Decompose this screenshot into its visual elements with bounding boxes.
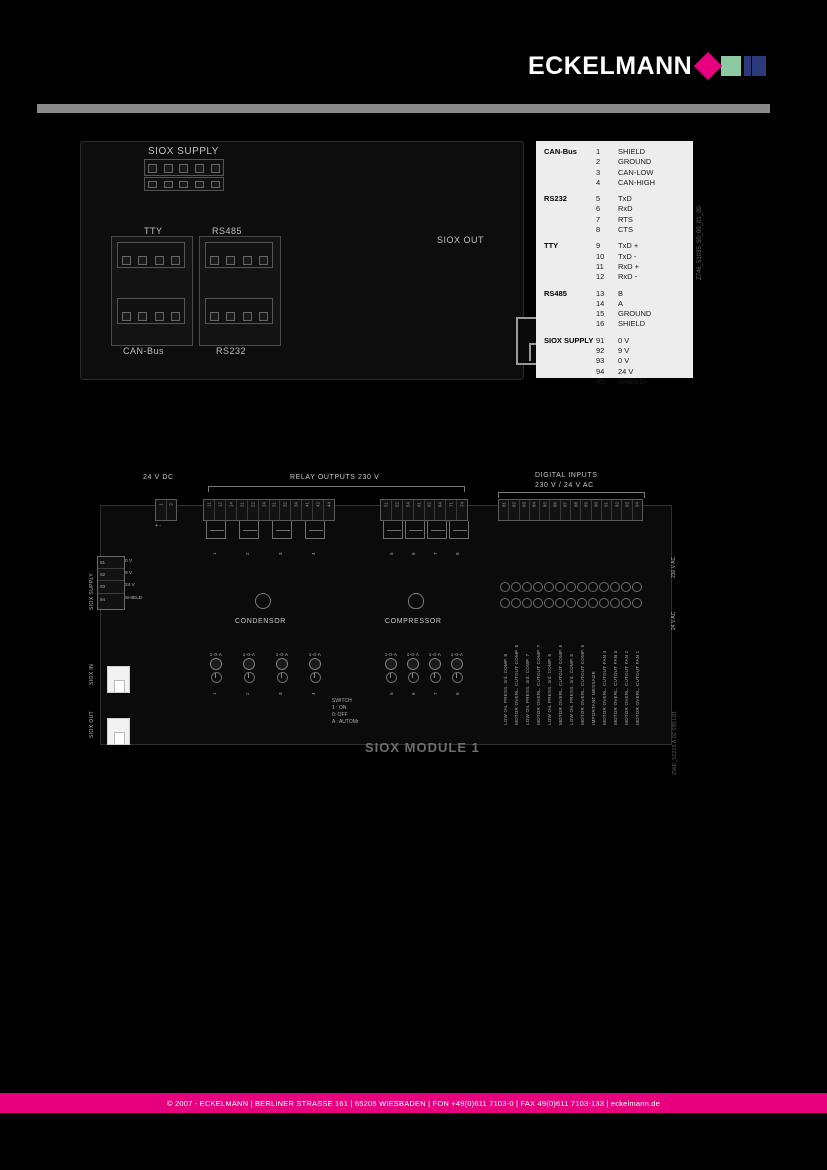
legend-drawing-code: Z746_51035_50_00_01_00 <box>697 206 703 280</box>
relay-pin <box>259 500 270 520</box>
compressor-icon <box>408 593 424 609</box>
relay-pin <box>324 500 334 520</box>
legend-value: RxD - <box>618 272 638 282</box>
legend-pin: 3 <box>596 167 601 177</box>
pin-number: 54 <box>405 501 411 508</box>
digital-input-name: IMPORTANT MESSAGE <box>591 671 596 725</box>
legend-group-name: RS232 <box>544 194 567 204</box>
relay-header-right <box>380 499 468 521</box>
relay-symbol <box>206 521 226 539</box>
pin-number: 89 <box>583 501 589 508</box>
mode-switch-knob[interactable] <box>408 672 419 683</box>
digital-terminal-row-24v <box>500 598 642 608</box>
status-led <box>385 658 397 670</box>
relay-index: 7 <box>433 692 438 695</box>
interface-panel-diagram <box>80 141 524 380</box>
digital-input-name: MOTOR OVERL. CUTOUT FAN 3 <box>613 650 618 725</box>
legend-pin-values <box>618 336 645 387</box>
pin-number: 41 <box>304 501 310 508</box>
relay-pin <box>204 500 215 520</box>
switch-legend-title: SWITCH <box>332 698 352 704</box>
legend-pin: 14 <box>596 298 605 308</box>
legend-pin: 6 <box>596 204 601 214</box>
siox-supply-connector-lower <box>144 177 224 191</box>
legend-value: TxD + <box>618 241 639 251</box>
pin-number: 83 <box>521 501 527 508</box>
voltage-label-230: 230 V AC <box>671 556 677 578</box>
dc-polarity-label: + - <box>155 523 161 529</box>
relay-pin <box>414 500 425 520</box>
pin-number: 84 <box>531 501 537 508</box>
header-divider <box>37 104 770 113</box>
digital-input-name: MOTOR OVERL. CUTOUT COMP. 7 <box>536 644 541 725</box>
relay-pin <box>313 500 324 520</box>
legend-value: 0 V <box>618 335 630 345</box>
digital-pin <box>520 500 530 520</box>
pin-number: 64 <box>437 501 443 508</box>
relay-switch-group[interactable] <box>203 652 229 683</box>
pin-number: 91 <box>603 501 609 508</box>
switch-mode-label: 1-0-A <box>242 652 256 657</box>
digital-input-header <box>498 499 643 521</box>
pin-number: 86 <box>552 501 558 508</box>
pin-assignment-legend <box>536 141 693 386</box>
legend-pin-values <box>618 147 655 188</box>
relay-index: 1 <box>212 552 217 555</box>
legend-value: CTS <box>618 225 633 235</box>
legend-pin: 16 <box>596 319 605 329</box>
legend-pin-numbers <box>596 336 618 387</box>
switch-legend-on: 1 : ON <box>332 705 347 711</box>
status-led <box>243 658 255 670</box>
compressor-label: COMPRESSOR <box>385 618 442 625</box>
switch-legend <box>332 698 359 726</box>
rs232-label: RS232 <box>216 346 247 356</box>
pin-number: 22 <box>250 501 256 508</box>
switch-mode-label: 1-0-A <box>275 652 289 657</box>
relay-pin <box>280 500 291 520</box>
relay-index: 3 <box>278 692 283 695</box>
digital-input-name: MOTOR OVERL. CUTOUT COMP. 8 <box>514 644 519 725</box>
legend-pin: 15 <box>596 309 605 319</box>
legend-group <box>536 147 693 194</box>
module-body <box>100 505 672 745</box>
brand-name: ECKELMANN <box>528 51 693 80</box>
digital-terminal-row-230v <box>500 582 642 592</box>
relay-index: 3 <box>278 552 283 555</box>
pin-number: 93 <box>624 501 630 508</box>
relay-switch-group[interactable] <box>444 652 470 683</box>
pin-number: 24 <box>261 501 267 508</box>
siox-in-side-label: SIOX IN <box>89 663 95 685</box>
supply-value: 0 V <box>125 559 133 564</box>
dc-group-title: 24 V DC <box>143 474 174 481</box>
relay-index: 5 <box>389 552 394 555</box>
pin-number: 34 <box>293 501 299 508</box>
switch-mode-label: 1-0-A <box>308 652 322 657</box>
legend-value: RTS <box>618 214 633 224</box>
relay-group-bracket <box>208 486 465 492</box>
relay-pin <box>403 500 414 520</box>
legend-pin: 91 <box>596 335 605 345</box>
brand-marks <box>698 56 766 76</box>
status-led <box>309 658 321 670</box>
legend-value: TxD <box>618 194 632 204</box>
legend-pin: 8 <box>596 225 601 235</box>
pin-number: 14 <box>228 501 234 508</box>
legend-pin-numbers <box>596 289 618 330</box>
siox-out-side-label: SIOX OUT <box>89 710 95 738</box>
dc-pin <box>156 500 167 520</box>
pin-number: 2 <box>168 503 174 506</box>
pin-number: 32 <box>282 501 288 508</box>
green-square-icon <box>721 56 741 76</box>
supply-terminal: 92 <box>98 569 124 581</box>
can-bus-label: CAN-Bus <box>123 346 165 356</box>
legend-group-name: SIOX SUPPLY <box>544 335 594 345</box>
legend-pin: 95 <box>596 376 605 386</box>
digital-pin <box>550 500 560 520</box>
digital-input-name: MOTOR OVERL. CUTOUT FAN 1 <box>635 650 640 725</box>
status-led <box>407 658 419 670</box>
legend-value: CAN-HIGH <box>618 177 656 187</box>
siox-out-label: SIOX OUT <box>437 235 485 245</box>
digital-pin <box>571 500 581 520</box>
legend-pin: 94 <box>596 366 605 376</box>
legend-pin-values <box>618 194 633 235</box>
supply-value: 9 V <box>125 571 133 577</box>
legend-pin-numbers <box>596 194 618 235</box>
legend-value: GROUND <box>618 157 652 167</box>
legend-value: SHIELD <box>618 319 646 329</box>
legend-group-name: RS485 <box>544 288 567 298</box>
relay-pin <box>446 500 457 520</box>
relay-pin <box>215 500 226 520</box>
rs232-connector <box>205 298 273 324</box>
relay-pin <box>237 500 248 520</box>
relay-symbol <box>405 521 425 539</box>
pin-number: 88 <box>573 501 579 508</box>
tty-connector <box>117 242 185 268</box>
legend-pin: 1 <box>596 147 601 156</box>
siox-supply-terminal-block <box>97 556 125 610</box>
legend-group <box>536 241 693 288</box>
relay-index: 8 <box>455 692 460 695</box>
pin-number: 61 <box>416 501 422 508</box>
legend-pin: 13 <box>596 288 605 298</box>
mode-switch-knob[interactable] <box>310 672 321 683</box>
pin-number: 92 <box>614 501 620 508</box>
legend-pin: 12 <box>596 272 605 282</box>
voltage-label-24: 24 V AC <box>671 611 677 630</box>
relay-pin <box>248 500 259 520</box>
legend-value: CAN-LOW <box>618 167 654 177</box>
relay-pin <box>302 500 313 520</box>
module-drawing-code: ZWE_51215 A 02 030 L01 <box>672 710 678 775</box>
digital-pin <box>581 500 591 520</box>
mode-switch-knob[interactable] <box>452 672 463 683</box>
relay-index: 1 <box>212 692 217 695</box>
dc-input-header <box>155 499 177 521</box>
can-bus-connector <box>117 298 185 324</box>
brand-logo <box>528 50 770 82</box>
legend-value: B <box>618 288 624 298</box>
footer-text: © 2007 - ECKELMANN | BERLINER STRASSE 161 | 65205 WIESBADEN | FON +49(0)611 7103-0 | FAX 49(0)611 7103-133 | eckelmann.de <box>167 1098 660 1108</box>
pin-number: 12 <box>217 501 223 508</box>
relay-symbol <box>305 521 325 539</box>
relay-index: 4 <box>311 552 316 555</box>
digital-input-name: MOTOR OVERL. CUTOUT COMP. 5 <box>580 644 585 725</box>
digital-input-name: LOW OIL PRESS. 3rd. COMP. 5 <box>569 653 574 725</box>
mode-switch-knob[interactable] <box>430 672 441 683</box>
legend-group-name: TTY <box>544 241 559 251</box>
relay-symbol <box>383 521 403 539</box>
supply-terminal: 93 <box>98 581 124 593</box>
pin-number: 1 <box>158 503 164 506</box>
digital-pin <box>612 500 622 520</box>
legend-pin: 4 <box>596 177 601 187</box>
relay-symbol <box>239 521 259 539</box>
pin-number: 94 <box>634 501 640 508</box>
rs485-connector <box>205 242 273 268</box>
relay-header-left <box>203 499 335 521</box>
legend-value: GROUND <box>618 309 652 319</box>
relay-pin <box>425 500 436 520</box>
mode-switch-knob[interactable] <box>277 672 288 683</box>
digital-input-name: LOW OIL PRESS. 3rd. COMP. 6 <box>547 653 552 725</box>
legend-pin-values <box>618 241 639 282</box>
relay-symbol <box>449 521 469 539</box>
digital-group-bracket <box>498 492 645 498</box>
status-led <box>210 658 222 670</box>
pin-number: 31 <box>271 501 277 508</box>
condensor-label: CONDENSOR <box>235 618 286 625</box>
footer-bar <box>0 1093 827 1113</box>
siox-supply-values <box>125 556 142 605</box>
switch-mode-label: 1-0-A <box>209 652 223 657</box>
pin-number: 87 <box>562 501 568 508</box>
legend-value: 0 V <box>618 356 630 366</box>
digital-input-name: MOTOR OVERL. CUTOUT FAN 4 <box>602 650 607 725</box>
pin-number: 52 <box>394 501 400 508</box>
legend-pin: 92 <box>596 346 605 356</box>
relay-symbol <box>427 521 447 539</box>
relay-index: 6 <box>411 552 416 555</box>
mode-switch-knob[interactable] <box>244 672 255 683</box>
switch-mode-label: 1-0-A <box>428 652 442 657</box>
digital-group-title-line1: DIGITAL INPUTS <box>535 472 598 479</box>
relay-switch-group[interactable] <box>236 652 262 683</box>
legend-value: A <box>618 298 624 308</box>
supply-value: SHIELD <box>125 595 143 601</box>
relay-pin <box>270 500 281 520</box>
legend-pin: 10 <box>596 251 605 261</box>
switch-legend-auto: A : AUTOMr <box>332 719 359 725</box>
relay-pin <box>435 500 446 520</box>
relay-pin <box>381 500 392 520</box>
digital-pin <box>602 500 612 520</box>
legend-pin: 5 <box>596 194 601 204</box>
supply-terminal: 94 <box>100 596 106 602</box>
pin-number: 82 <box>511 501 517 508</box>
relay-switch-group[interactable] <box>269 652 295 683</box>
digital-pin <box>499 500 509 520</box>
siox-supply-label: SIOX SUPPLY <box>148 146 219 157</box>
relay-index: 6 <box>411 692 416 695</box>
legend-pin-values <box>618 289 651 330</box>
digital-pin <box>633 500 642 520</box>
supply-terminal: 91 <box>98 557 124 569</box>
relay-index: 2 <box>245 692 250 695</box>
pin-number: 81 <box>501 501 507 508</box>
relay-switch-group[interactable] <box>302 652 328 683</box>
relay-pin <box>457 500 467 520</box>
legend-pin-numbers <box>596 147 618 188</box>
supply-value: 24 V <box>125 583 135 589</box>
switch-mode-label: 1-0-A <box>384 652 398 657</box>
status-led <box>451 658 463 670</box>
digital-input-name: LOW OIL PRESS. 3rd. COMP. 7 <box>525 653 530 725</box>
condensor-fan-icon <box>255 593 271 609</box>
legend-group-name: CAN-Bus <box>544 147 577 156</box>
mode-switch-knob[interactable] <box>386 672 397 683</box>
legend-pin: 9 <box>596 241 601 251</box>
siox-in-port <box>107 666 130 693</box>
digital-pin <box>530 500 540 520</box>
relay-index: 2 <box>245 552 250 555</box>
legend-pin: 7 <box>596 214 601 224</box>
legend-value: 9 V <box>618 346 630 356</box>
digital-input-name: MOTOR OVERL. CUTOUT COMP. 6 <box>558 644 563 725</box>
relay-group-title: RELAY OUTPUTS 230 V <box>290 474 380 481</box>
relay-pin <box>226 500 237 520</box>
pin-number: 11 <box>206 502 212 507</box>
relay-index: 4 <box>311 692 316 695</box>
siox-supply-side-label: SIOX SUPPLY <box>89 572 95 610</box>
pin-number: 21 <box>239 501 245 508</box>
dc-pin <box>167 500 177 520</box>
digital-input-name: LOW OIL PRESS. 3rd. COMP. 8 <box>503 653 508 725</box>
relay-pin <box>392 500 403 520</box>
legend-pin: 11 <box>596 261 604 271</box>
digital-group-title-line2: 230 V / 24 V AC <box>535 482 594 489</box>
relay-symbol <box>272 521 292 539</box>
legend-value: SHIELD <box>618 376 646 386</box>
digital-pin <box>622 500 632 520</box>
switch-mode-label: 1-0-A <box>450 652 464 657</box>
pin-number: 44 <box>326 501 332 508</box>
legend-value: SHIELD <box>618 147 646 156</box>
digital-pin <box>509 500 519 520</box>
legend-value: RxD <box>618 204 633 214</box>
mode-switch-knob[interactable] <box>211 672 222 683</box>
legend-group <box>536 194 693 241</box>
siox-out-port-module <box>107 718 130 745</box>
legend-group <box>536 289 693 336</box>
pin-number: 62 <box>426 501 432 508</box>
switch-mode-label: 1-0-A <box>406 652 420 657</box>
relay-index: 5 <box>389 692 394 695</box>
legend-value: TxD - <box>618 251 637 261</box>
diamond-icon <box>694 52 722 80</box>
status-led <box>429 658 441 670</box>
pin-number: 74 <box>459 501 465 508</box>
legend-pin-numbers <box>596 241 618 282</box>
switch-legend-off: 0: OFF <box>332 712 348 718</box>
legend-pin: 93 <box>596 356 605 366</box>
siox-supply-connector <box>144 159 224 176</box>
relay-pin <box>291 500 302 520</box>
legend-value: RxD + <box>618 261 640 271</box>
legend-group <box>536 336 693 393</box>
tty-label: TTY <box>144 226 163 236</box>
blue-bars-icon <box>744 56 766 76</box>
digital-pin <box>561 500 571 520</box>
pin-number: 71 <box>448 501 454 508</box>
siox-module-diagram <box>75 470 695 780</box>
legend-pin: 2 <box>596 157 601 167</box>
pin-number: 42 <box>315 501 321 508</box>
relay-index: 7 <box>433 552 438 555</box>
digital-pin <box>592 500 602 520</box>
pin-number: 51 <box>383 501 389 508</box>
digital-input-name: MOTOR OVERL. CUTOUT FAN 2 <box>624 650 629 725</box>
pin-number: 85 <box>542 501 548 508</box>
module-title: SIOX MODULE 1 <box>365 740 480 755</box>
rs485-label: RS485 <box>212 226 243 236</box>
digital-pin <box>540 500 550 520</box>
relay-index: 8 <box>455 552 460 555</box>
pin-number: 90 <box>593 501 599 508</box>
status-led <box>276 658 288 670</box>
legend-value: 24 V <box>618 366 634 376</box>
